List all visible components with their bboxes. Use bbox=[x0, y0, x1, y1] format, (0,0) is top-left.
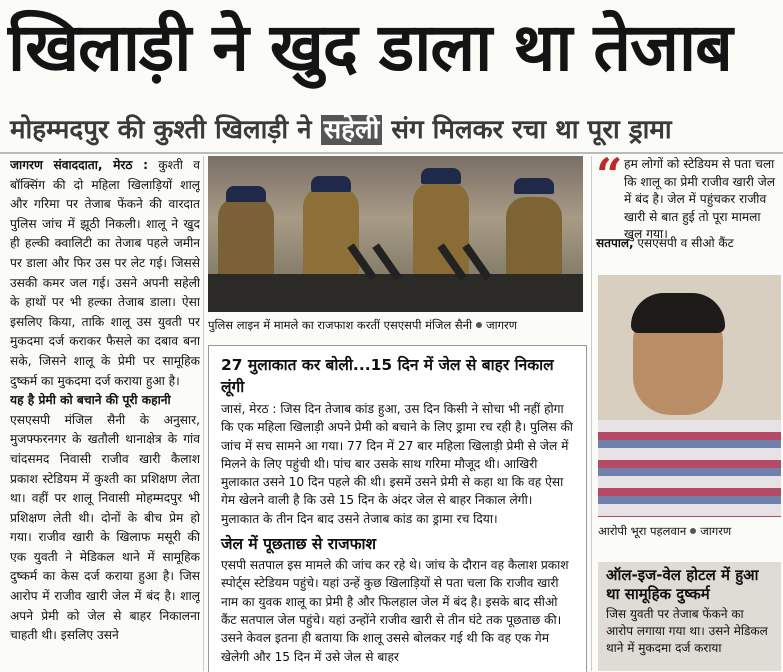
officer-cap bbox=[311, 176, 351, 192]
box-subtitle: जेल में पूछताछ से राजफाश bbox=[221, 535, 377, 554]
paragraph-1 bbox=[10, 156, 200, 391]
accused-photo-caption bbox=[598, 522, 781, 540]
subhead-before: मोहम्मदपुर की कुश्ती खिलाड़ी ने bbox=[10, 115, 321, 145]
byline: जागरण संवाददाता, मेरठ : bbox=[10, 158, 149, 172]
box-paragraph-1: जासं, मेरठ : जिस दिन तेजाब कांड हुआ, उस दिन किसी ने सोचा भी नहीं होगा कि एक महिला खिलाड़ी अपने प्रेमी को बचाने के लिए ड्रामा रच रही है। पुलिस की जांच में सच सामने आ गया। 77 दिन में 27 बार महिला खिलाड़ी प्रेमी से जेल में मिलने के लिए पहुंची थी। पांच बार उसके साथ गरिमा मौजूद थी। आखिरी मुलाकात उसने 10 दिन पहले की थी। इसमें उसने प्रेमी से कहा था कि वह ऐसा गेम खेलने वाली है कि उसे 15 दिन के अंदर जेल से बाहर निकाल लेगी। मुलाकात के तीन दिन बाद उसने तेजाब कांड का ड्रामा रच दिया। bbox=[221, 402, 573, 526]
section-subhead: यह है प्रेमी को बचाने की पूरी कहानी bbox=[10, 393, 171, 408]
paragraph-1-text: कुश्ती व बॉक्सिंग की दो महिला खिलाड़ियों शालू और गरिमा पर तेजाब फेंकने की वारदात पुलिस जांच में झूठी निकली। शालू ने खुद ही हल्की क्वालिटी का तेजाब पहले जमीन पर डाला और फिर उस पर लेट गई। जिससे उसकी कमर जल गई। उसने अपनी सहेली के हाथों पर भी हल्का तेजाब डाला। ऐसा इसलिए किया, ताकि शालू उस युवती पर मुकदमा दर्ज कराकर फैसले का दबाव बना सके, जिसने शालू के प्रेमी पर सामूहिक दुष्कर्म का मुकदमा दर्ज कराया हुआ है। bbox=[10, 158, 200, 388]
photo-caption bbox=[208, 316, 583, 334]
sidebar-title: ऑल-इज-वेल होटल में हुआ था सामूहिक दुष्कर्म bbox=[606, 566, 759, 603]
caption-text: आरोपी भूरा पहलवान bbox=[598, 524, 687, 538]
headline: खिलाड़ी ने खुद डाला था तेजाब bbox=[8, 9, 732, 86]
article-column-1 bbox=[10, 156, 200, 671]
press-conference-photo bbox=[208, 156, 583, 312]
quote-source bbox=[596, 234, 781, 251]
quote-source-title: एसएसपी व सीओ कैंट bbox=[633, 236, 734, 250]
box-paragraph-2: एसपी सतपाल इस मामले की जांच कर रहे थे। जांच के दौरान वह कैलाश प्रकाश स्पोर्ट्स स्टेडियम पहुंचे। यहां उन्हें कुछ खिलाड़ियों से पता चला कि राजीव खारी नाम का युवक शालू का प्रेमी है और फिलहाल जेल में बंद है। इसके बाद सीओ कैंट सतपाल जेल पहुंचे। यहां उन्होंने राजीव खारी से तीन घंटे तक पूछताछ की। उसने केवल इतना ही बताया कि शालू उससे बोलकर गई थी कि वह एक गेम खेलेगी और 15 दिन में उसे जेल से बाहर bbox=[221, 558, 569, 664]
striped-shirt bbox=[598, 420, 781, 517]
subhead-after: संग मिलकर रचा था पूरा ड्रामा bbox=[382, 115, 672, 145]
paragraph-2: एसएसपी मंजिल सैनी के अनुसार, मुजफ्फरनगर के खतौली थानाक्षेत्र के गांव चांदसमद निवासी राजीव खारी कैलाश प्रकाश स्टेडियम में कुश्ती का प्रशिक्षण लेता था। वहीं पर शालू निवासी मोहम्मदपुर भी प्रशिक्षण लेती थी। दोनों के बीच प्रेम हो गया। राजीव खारी के खिलाफ मसूरी की एक युवती ने मेडिकल थाने में सामूहिक दुष्कर्म का केस दर्ज कराया हुआ है। जिस आरोप में राजीव खारी जेल में बंद है। शालू अपने प्रेमी को जेल से बाहर निकालना चाहती थी। इसलिए उसने bbox=[10, 412, 200, 643]
photo-credit: जागरण bbox=[700, 524, 732, 538]
sidebar-text: जिस युवती पर तेजाब फेंकने का आरोप लगाया गया था। उसने मेडिकल थाने में मुकदमा दर्ज कराया bbox=[606, 607, 768, 655]
quote-mark-icon: “ bbox=[596, 148, 623, 202]
quote-text: हम लोगों को स्टेडियम से पता चला कि शालू का प्रेमी राजीव खारी जेल में बंद है। जेल में पहुंचकर राजीव खारी से बात हुई तो पूरा मामला खुल गया। bbox=[624, 157, 776, 241]
officer-cap bbox=[514, 178, 554, 194]
boxed-story bbox=[208, 345, 587, 672]
caption-text: पुलिस लाइन में मामले का राजफाश करतीं एसएसपी मंजिल सैनी bbox=[208, 318, 473, 332]
box-title: 27 मुलाकात कर बोली...15 दिन में जेल से बाहर निकाल लूंगी bbox=[221, 356, 554, 396]
officer-cap bbox=[421, 168, 461, 184]
divider bbox=[0, 152, 783, 154]
subhead-highlight: सहेली bbox=[321, 115, 383, 145]
quote-source-name: सतपाल, bbox=[596, 236, 634, 250]
dot-icon bbox=[476, 322, 482, 328]
accused-photo bbox=[598, 275, 781, 517]
hair bbox=[631, 293, 725, 333]
dot-icon bbox=[690, 528, 696, 534]
pull-quote bbox=[596, 148, 781, 256]
subheadline bbox=[10, 110, 775, 150]
sidebar-story bbox=[598, 562, 781, 671]
column-divider bbox=[591, 156, 592, 671]
officer-cap bbox=[226, 186, 266, 202]
column-divider bbox=[203, 156, 204, 671]
photo-credit: जागरण bbox=[486, 318, 518, 332]
